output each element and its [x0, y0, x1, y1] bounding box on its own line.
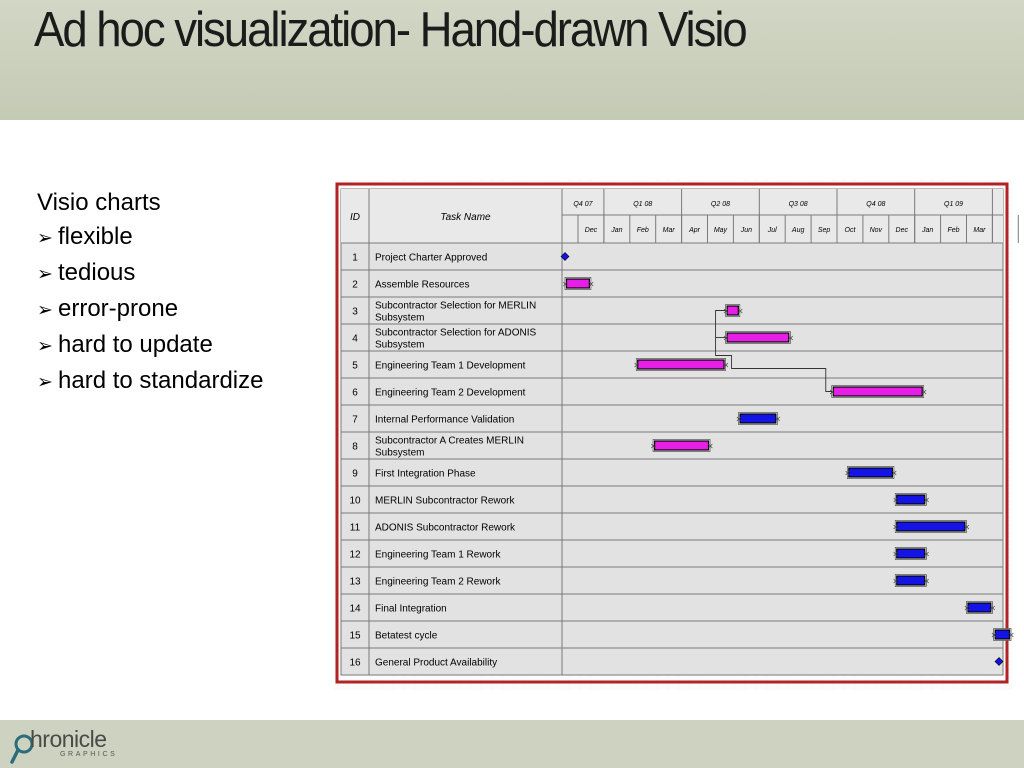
month-label: Jan: [922, 227, 934, 234]
task-name: Subcontractor A Creates MERLIN: [375, 435, 524, 447]
gantt-chart: [334, 180, 1015, 690]
task-bar: [897, 549, 925, 558]
bar-end-handle: ×: [990, 630, 998, 640]
task-name: Assemble Resources: [375, 279, 470, 291]
task-name: MERLIN Subcontractor Rework: [375, 495, 515, 507]
bar-end-handle: ×: [562, 279, 569, 289]
bar-end-handle: ×: [923, 549, 931, 559]
month-label: Feb: [947, 227, 960, 234]
month-label: Dec: [584, 227, 598, 234]
bullet-item: [37, 292, 263, 328]
task-bar: [567, 279, 590, 288]
bar-end-handle: ×: [722, 333, 730, 343]
month-label: Dec: [895, 227, 908, 234]
month-label: Feb: [636, 227, 649, 234]
title-band: [0, 0, 1024, 120]
task-bar: [655, 441, 709, 450]
bar-end-handle: ×: [923, 495, 931, 505]
bullet-text: hard to standardize: [58, 367, 264, 394]
task-id: 8: [352, 441, 358, 453]
bar-end-handle: ×: [735, 414, 743, 424]
bullet-item: [37, 256, 263, 292]
task-name: Project Charter Approved: [375, 252, 488, 264]
month-label: Jan: [611, 227, 623, 234]
month-label: Mar: [973, 227, 986, 234]
bar-end-handle: ×: [828, 387, 836, 397]
bar-end-handle: ×: [923, 576, 931, 586]
task-name: Engineering Team 1 Development: [375, 360, 526, 372]
task-name: Engineering Team 1 Rework: [375, 549, 501, 561]
arrow-bullet-icon: ➢: [37, 336, 53, 357]
task-bar: [638, 360, 724, 369]
task-id: 2: [352, 279, 358, 291]
task-id: 7: [352, 414, 358, 426]
bar-end-handle: ×: [892, 549, 899, 559]
task-id: 12: [349, 549, 361, 561]
task-id: 10: [349, 495, 361, 507]
bar-end-handle: ×: [892, 576, 899, 586]
bullet-text: tedious: [58, 259, 136, 286]
task-name: General Product Availability: [375, 657, 498, 669]
arrow-bullet-icon: ➢: [37, 300, 53, 321]
quarter-label: Q4 07: [573, 201, 593, 208]
task-bar: [849, 468, 893, 477]
bar-end-handle: ×: [890, 468, 898, 478]
bar-end-handle: ×: [892, 522, 899, 532]
bar-end-handle: ×: [920, 387, 928, 397]
task-name: Final Integration: [375, 603, 447, 615]
bar-end-handle: ×: [774, 414, 782, 424]
month-label: Jul: [767, 227, 777, 234]
task-name: Subsystem: [375, 312, 425, 324]
bar-end-handle: ×: [787, 333, 795, 343]
task-bar: [897, 495, 925, 504]
month-label: Aug: [791, 227, 805, 234]
footer-band: [0, 720, 1024, 768]
bullet-text: error-prone: [58, 295, 179, 322]
task-name: First Integration Phase: [375, 468, 476, 480]
logo-subtitle: GRAPHICS: [60, 751, 118, 758]
quarter-label: Q2 08: [710, 201, 730, 208]
task-id: 16: [349, 657, 361, 669]
bar-end-handle: ×: [707, 441, 714, 451]
header-task-name: Task Name: [440, 212, 491, 223]
task-bar: [897, 576, 925, 585]
header-id: ID: [350, 212, 360, 223]
bar-end-handle: ×: [722, 360, 730, 370]
task-id: 13: [349, 576, 361, 588]
task-name: Subsystem: [375, 339, 425, 351]
task-name: Betatest cycle: [375, 630, 438, 642]
task-id: 11: [349, 522, 361, 534]
slide-title: Ad hoc visualization- Hand-drawn Visio: [34, 3, 746, 57]
task-id: 6: [352, 387, 358, 399]
task-name: Internal Performance Validation: [375, 414, 515, 426]
task-bar: [833, 387, 922, 396]
task-name: ADONIS Subcontractor Rework: [375, 522, 516, 534]
task-bar: [740, 414, 776, 423]
bullet-text: hard to update: [58, 331, 213, 358]
bar-end-handle: ×: [963, 522, 971, 532]
logo-wordmark: hronicle: [30, 726, 107, 752]
bar-end-handle: ×: [844, 468, 852, 478]
bar-end-handle: ×: [963, 603, 971, 613]
bullet-list: [37, 186, 263, 400]
month-label: Nov: [869, 227, 883, 234]
bar-end-handle: ×: [650, 441, 657, 451]
task-name: Subcontractor Selection for MERLIN: [375, 300, 537, 312]
bar-end-handle: ×: [722, 306, 730, 316]
bullet-item: [37, 220, 263, 256]
bar-end-handle: ×: [633, 360, 640, 370]
bar-end-handle: ×: [736, 306, 744, 316]
task-id: 14: [349, 603, 361, 615]
month-label: Oct: [844, 227, 856, 234]
arrow-bullet-icon: ➢: [37, 228, 53, 249]
bar-end-handle: ×: [892, 495, 899, 505]
task-id: 1: [352, 252, 358, 264]
bar-end-handle: ×: [587, 279, 595, 289]
bullet-text: flexible: [58, 223, 133, 250]
month-label: May: [713, 227, 728, 234]
bullet-items: [37, 220, 263, 400]
task-name: Subcontractor Selection for ADONIS: [375, 327, 537, 339]
gantt-svg: [334, 180, 1015, 690]
bar-end-handle: ×: [989, 603, 997, 613]
bullet-item: [37, 364, 263, 400]
quarter-label: Q4 08: [866, 201, 886, 208]
bullet-intro: Visio charts: [37, 189, 161, 216]
task-id: 15: [349, 630, 361, 642]
month-label: Apr: [689, 227, 701, 234]
quarter-label: Q1 09: [944, 201, 964, 208]
quarter-label: Q3 08: [788, 201, 808, 208]
task-id: 3: [352, 306, 358, 318]
arrow-bullet-icon: ➢: [37, 372, 53, 393]
bullet-item: [37, 328, 263, 364]
task-bar: [727, 333, 789, 342]
task-bar: [968, 603, 991, 612]
task-id: 5: [352, 360, 358, 372]
chronicle-logo: [10, 724, 150, 766]
task-name: Subsystem: [375, 447, 425, 459]
task-id: 9: [352, 468, 358, 480]
bar-end-handle: ×: [1008, 630, 1015, 640]
month-label: Mar: [662, 227, 675, 234]
quarter-label: Q1 08: [633, 201, 653, 208]
arrow-bullet-icon: ➢: [37, 264, 53, 285]
task-name: Engineering Team 2 Development: [375, 387, 526, 399]
month-label: Jun: [740, 227, 752, 234]
task-bar: [897, 522, 965, 531]
task-name: Engineering Team 2 Rework: [375, 576, 501, 588]
task-id: 4: [352, 333, 358, 345]
month-label: Sep: [817, 227, 831, 234]
